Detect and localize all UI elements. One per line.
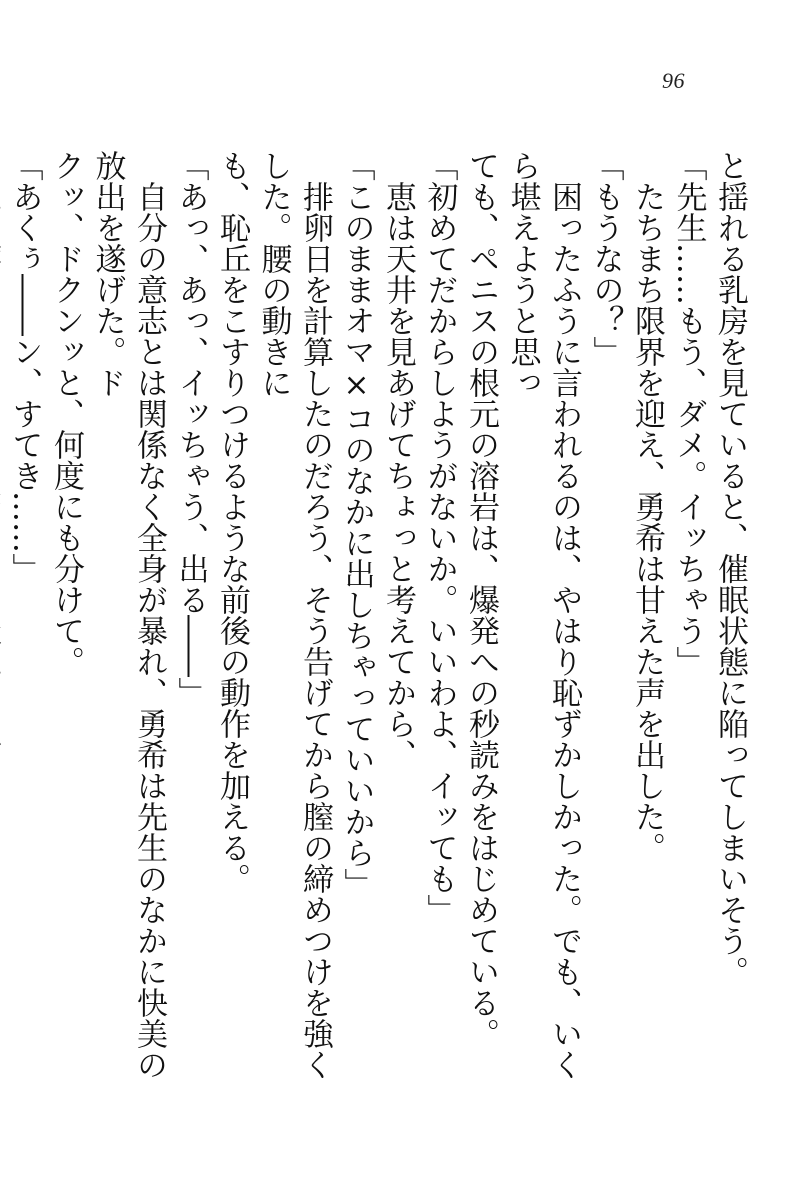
text-line: ても、ペニスの根元の溶岩は、爆発への秒読みをはじめている。 bbox=[463, 150, 499, 1049]
text-line bbox=[0, 150, 3, 1110]
text-line: たちまち限界を迎え、勇希は甘えた声を出した。 bbox=[629, 150, 665, 863]
text-line: 「あくぅ――ン、すてき……」 bbox=[6, 150, 43, 584]
page-number: 96 bbox=[662, 68, 685, 93]
text-line: 「初めてだからしようがないか。いいわよ、イッても」 bbox=[421, 150, 458, 925]
text-line: 「先生……もう、ダメ。イッちゃう」 bbox=[670, 150, 707, 677]
text-line: も、恥丘をこすりつけるような前後の動作を加える。 bbox=[214, 150, 250, 894]
text-line: 「もうなの？」 bbox=[587, 150, 624, 367]
text-line: と揺れる乳房を見ていると、催眠状態に陥ってしまいそう。 bbox=[712, 150, 748, 987]
text-line: 恵は天井を見あげてちょっと考えてから、 bbox=[380, 150, 416, 770]
text-line: クッ、ドクンッと、何度にも分けて。 bbox=[48, 150, 84, 677]
text-line: 「あっ、あっ、イッちゃう、出る――」 bbox=[172, 150, 209, 708]
text-line: 自分の意志とは関係なく全身が暴れ、勇希は先生のなかに快美の放出を遂げた。ド bbox=[89, 150, 167, 1080]
vertical-text-body bbox=[6, 150, 750, 1110]
text-line: 「このままオマ×コのなかに出しちゃっていいから」 bbox=[338, 150, 375, 899]
text-line: 困ったふうに言われるのは、やはり恥ずかしかった。でも、いくら堪えようと思っ bbox=[504, 150, 582, 1080]
text-line: 排卵日を計算したのだろう、そう告げてから膣の締めつけを強くした。腰の動きに bbox=[255, 150, 333, 1080]
